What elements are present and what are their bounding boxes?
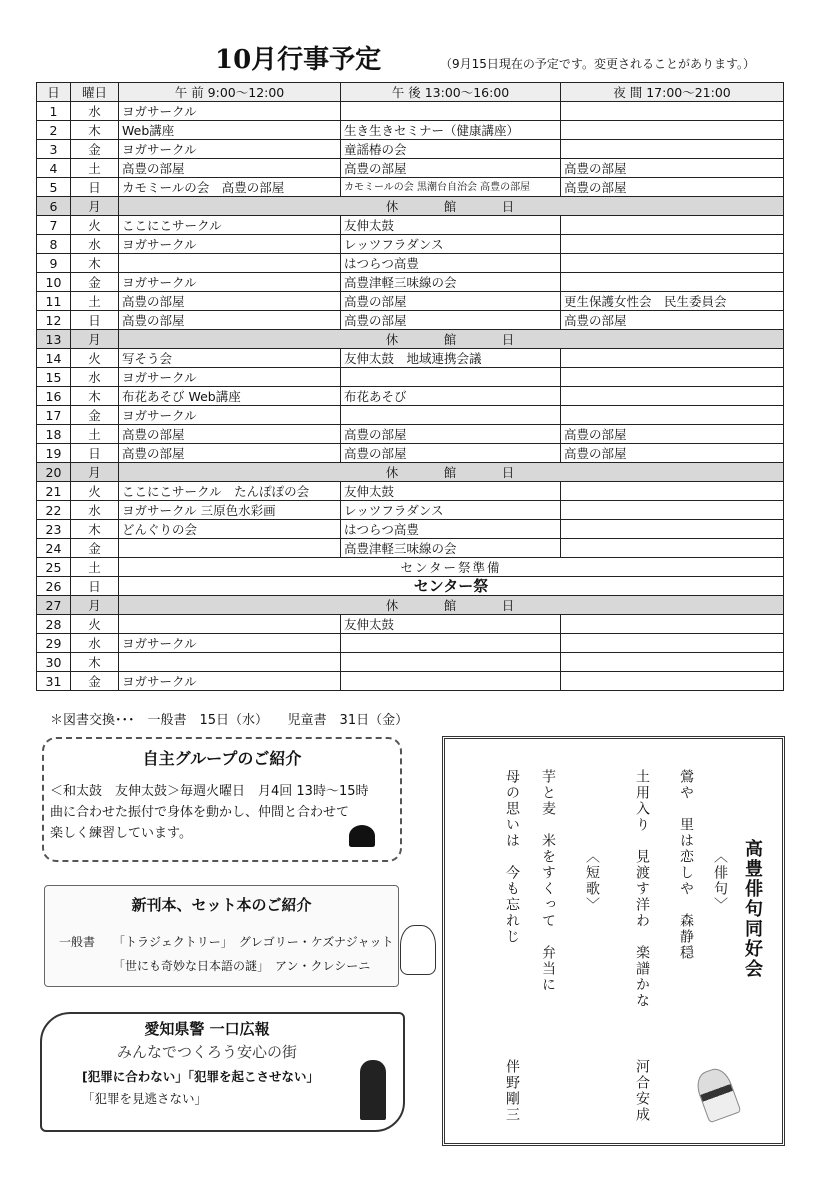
afternoon-cell: 友伸太鼓 地域連携会議 [341, 349, 561, 368]
table-row [37, 387, 784, 406]
day-cell: 18 [37, 425, 71, 444]
piano-illustration [349, 825, 375, 847]
police-line: 「犯罪を見逃さない」 [82, 1091, 208, 1106]
day-cell: 5 [37, 178, 71, 197]
night-cell: 高豊の部屋 [561, 311, 784, 330]
weekday-cell: 月 [71, 463, 119, 482]
afternoon-cell: 高豊津軽三味線の会 [341, 539, 561, 558]
afternoon-cell [341, 406, 561, 425]
morning-cell: ヨガサークル [119, 406, 341, 425]
afternoon-cell: 高豊の部屋 [341, 444, 561, 463]
weekday-cell: 水 [71, 368, 119, 387]
weekday-cell: 木 [71, 520, 119, 539]
table-row [37, 406, 784, 425]
weekday-cell: 日 [71, 178, 119, 197]
weekday-cell: 日 [71, 577, 119, 596]
groups-line: ＜和太鼓 友伸太鼓＞毎週火曜日 月4回 13時～15時 [50, 784, 369, 799]
day-cell: 2 [37, 121, 71, 140]
night-cell [561, 216, 784, 235]
haiku-author: 河合安成 [634, 1059, 650, 1123]
day-cell: 31 [37, 672, 71, 691]
afternoon-cell: 友伸太鼓 [341, 482, 561, 501]
night-cell [561, 387, 784, 406]
weekday-cell: 木 [71, 653, 119, 672]
morning-cell: 高豊の部屋 [119, 159, 341, 178]
table-row [37, 463, 784, 482]
library-exchange-note: ＊図書交換･･･ 一般書 15日（水） 児童書 31日（金） [50, 713, 409, 728]
weekday-cell: 火 [71, 615, 119, 634]
afternoon-cell [341, 102, 561, 121]
table-row [37, 216, 784, 235]
afternoon-cell: 生き生きセミナー（健康講座） [341, 121, 561, 140]
day-cell: 3 [37, 140, 71, 159]
weekday-cell: 木 [71, 387, 119, 406]
afternoon-cell: 高豊の部屋 [341, 292, 561, 311]
books-category: 一般書 [59, 935, 96, 949]
weekday-cell: 月 [71, 197, 119, 216]
groups-section [42, 737, 402, 862]
reading-children-illustration [400, 925, 436, 975]
afternoon-cell: 友伸太鼓 [341, 216, 561, 235]
night-cell: 高豊の部屋 [561, 444, 784, 463]
day-cell: 9 [37, 254, 71, 273]
morning-cell: ヨガサークル [119, 672, 341, 691]
weekday-cell: 火 [71, 216, 119, 235]
table-row [37, 425, 784, 444]
morning-cell [119, 254, 341, 273]
afternoon-cell [341, 634, 561, 653]
day-cell: 30 [37, 653, 71, 672]
table-row [37, 520, 784, 539]
haiku-poem: 土用入り 見渡す洋わ 楽譜かな [634, 769, 650, 1009]
afternoon-cell: レッツフラダンス [341, 235, 561, 254]
night-cell [561, 254, 784, 273]
table-row [37, 634, 784, 653]
table-row [37, 197, 784, 216]
night-cell [561, 634, 784, 653]
tanka-label: 〈短歌〉 [584, 849, 600, 913]
afternoon-cell [341, 368, 561, 387]
books-section [44, 885, 399, 987]
table-row [37, 539, 784, 558]
police-section [40, 1012, 405, 1132]
table-row [37, 254, 784, 273]
morning-cell: ここにこサークル たんぽぽの会 [119, 482, 341, 501]
weekday-cell: 火 [71, 349, 119, 368]
afternoon-cell [341, 672, 561, 691]
table-row [37, 482, 784, 501]
morning-cell: カモミールの会 高豊の部屋 [119, 178, 341, 197]
morning-cell: 高豊の部屋 [119, 444, 341, 463]
morning-cell: ヨガサークル [119, 273, 341, 292]
weekday-cell: 土 [71, 292, 119, 311]
tanka-line: 母の思いは 今も忘れじ [504, 769, 520, 945]
weekday-cell: 火 [71, 482, 119, 501]
table-row [37, 178, 784, 197]
day-cell: 16 [37, 387, 71, 406]
night-cell [561, 140, 784, 159]
night-cell [561, 520, 784, 539]
table-row [37, 501, 784, 520]
tanka-author: 伴野剛三 [504, 1059, 520, 1123]
morning-cell: ここにこサークル [119, 216, 341, 235]
police-subtitle: みんなでつくろう安心の街 [116, 1043, 297, 1061]
morning-cell: ヨガサークル [119, 368, 341, 387]
books-title: 新刊本、セット本のご紹介 [131, 896, 312, 914]
table-row [37, 558, 784, 577]
book-item: 「トラジェクトリー」 グレゴリー・ケズナジャット [113, 935, 394, 949]
day-cell: 12 [37, 311, 71, 330]
day-cell: 28 [37, 615, 71, 634]
weekday-cell: 木 [71, 254, 119, 273]
afternoon-cell: 布花あそび [341, 387, 561, 406]
afternoon-cell: 高豊の部屋 [341, 425, 561, 444]
day-cell: 13 [37, 330, 71, 349]
morning-cell: ヨガサークル 三原色水彩画 [119, 501, 341, 520]
table-row [37, 235, 784, 254]
day-cell: 17 [37, 406, 71, 425]
morning-cell: 高豊の部屋 [119, 311, 341, 330]
police-officer-illustration [360, 1060, 386, 1120]
table-row [37, 102, 784, 121]
morning-cell: ヨガサークル [119, 102, 341, 121]
col-afternoon: 午 後 13:00～16:00 [341, 83, 561, 102]
day-cell: 11 [37, 292, 71, 311]
afternoon-cell: 友伸太鼓 [341, 615, 561, 634]
groups-title: 自主グループのご紹介 [142, 749, 302, 768]
day-cell: 20 [37, 463, 71, 482]
day-cell: 15 [37, 368, 71, 387]
police-title: 愛知県警 一口広報 [144, 1020, 270, 1038]
night-cell: 高豊の部屋 [561, 178, 784, 197]
closed-day-cell: 休 館 日 [119, 463, 784, 482]
book-item: 「世にも奇妙な日本語の謎」 アン・クレシーニ [113, 959, 371, 973]
table-row [37, 672, 784, 691]
weekday-cell: 日 [71, 444, 119, 463]
night-cell [561, 273, 784, 292]
morning-cell: 高豊の部屋 [119, 292, 341, 311]
table-row [37, 292, 784, 311]
weekday-cell: 月 [71, 596, 119, 615]
day-cell: 4 [37, 159, 71, 178]
night-cell [561, 672, 784, 691]
police-line: [犯罪に合わない」「犯罪を起こさせない」 [82, 1069, 319, 1084]
afternoon-cell: カモミールの会 黒潮台自治会 高豊の部屋 [341, 178, 561, 197]
morning-cell [119, 653, 341, 672]
night-cell [561, 102, 784, 121]
night-cell: 高豊の部屋 [561, 159, 784, 178]
weekday-cell: 月 [71, 330, 119, 349]
rice-ball-illustration [692, 1065, 741, 1124]
closed-day-cell: 休 館 日 [119, 596, 784, 615]
night-cell [561, 653, 784, 672]
day-cell: 25 [37, 558, 71, 577]
day-cell: 6 [37, 197, 71, 216]
page-header [0, 44, 825, 78]
table-row [37, 121, 784, 140]
schedule-table [36, 82, 784, 691]
morning-cell: ヨガサークル [119, 235, 341, 254]
weekday-cell: 金 [71, 140, 119, 159]
table-row [37, 653, 784, 672]
afternoon-cell: はつらつ高豊 [341, 254, 561, 273]
day-cell: 8 [37, 235, 71, 254]
morning-cell: ヨガサークル [119, 140, 341, 159]
weekday-cell: 金 [71, 539, 119, 558]
night-cell [561, 235, 784, 254]
haiku-section [442, 736, 785, 1146]
night-cell [561, 121, 784, 140]
table-row [37, 596, 784, 615]
night-cell [561, 368, 784, 387]
weekday-cell: 金 [71, 672, 119, 691]
weekday-cell: 日 [71, 311, 119, 330]
weekday-cell: 水 [71, 102, 119, 121]
haiku-label: 〈俳句〉 [712, 849, 728, 913]
event-span-cell: センター祭 [119, 577, 784, 596]
weekday-cell: 水 [71, 235, 119, 254]
afternoon-cell: 高豊の部屋 [341, 311, 561, 330]
night-cell [561, 482, 784, 501]
groups-line: 楽しく練習しています。 [50, 826, 192, 841]
col-weekday: 曜日 [71, 83, 119, 102]
afternoon-cell: 高豊津軽三味線の会 [341, 273, 561, 292]
morning-cell: 布花あそび Web講座 [119, 387, 341, 406]
closed-day-cell: 休 館 日 [119, 330, 784, 349]
day-cell: 22 [37, 501, 71, 520]
night-cell [561, 349, 784, 368]
tanka-line: 芋と麦 米をすくって 弁当に [540, 769, 556, 993]
night-cell [561, 501, 784, 520]
night-cell [561, 615, 784, 634]
night-cell [561, 406, 784, 425]
table-row [37, 349, 784, 368]
weekday-cell: 土 [71, 159, 119, 178]
table-row [37, 140, 784, 159]
night-cell: 高豊の部屋 [561, 425, 784, 444]
weekday-cell: 土 [71, 425, 119, 444]
day-cell: 14 [37, 349, 71, 368]
day-cell: 1 [37, 102, 71, 121]
table-row [37, 444, 784, 463]
col-day: 日 [37, 83, 71, 102]
col-morning: 午 前 9:00～12:00 [119, 83, 341, 102]
morning-cell: Web講座 [119, 121, 341, 140]
weekday-cell: 水 [71, 634, 119, 653]
table-row [37, 577, 784, 596]
morning-cell: どんぐりの会 [119, 520, 341, 539]
table-row [37, 311, 784, 330]
night-cell [561, 539, 784, 558]
morning-cell: 写そう会 [119, 349, 341, 368]
table-row [37, 273, 784, 292]
day-cell: 10 [37, 273, 71, 292]
afternoon-cell: 高豊の部屋 [341, 159, 561, 178]
table-row [37, 330, 784, 349]
groups-line: 曲に合わせた振付で身体を動かし、仲間と合わせて [50, 805, 350, 820]
weekday-cell: 水 [71, 501, 119, 520]
day-cell: 21 [37, 482, 71, 501]
closed-day-cell: 休 館 日 [119, 197, 784, 216]
day-cell: 23 [37, 520, 71, 539]
day-cell: 24 [37, 539, 71, 558]
col-night: 夜 間 17:00～21:00 [561, 83, 784, 102]
day-cell: 26 [37, 577, 71, 596]
haiku-poem: 鶯や 里は恋しや 森静穏 [678, 769, 694, 961]
weekday-cell: 木 [71, 121, 119, 140]
table-row [37, 368, 784, 387]
weekday-cell: 金 [71, 273, 119, 292]
event-span-cell: センター祭準備 [119, 558, 784, 577]
afternoon-cell: 童謡椿の会 [341, 140, 561, 159]
night-cell: 更生保護女性会 民生委員会 [561, 292, 784, 311]
schedule-note: （9月15日現在の予定です。変更されることがあります。） [440, 57, 755, 71]
page-title: 10月行事予定 [215, 45, 382, 75]
morning-cell [119, 539, 341, 558]
table-row [37, 159, 784, 178]
table-row [37, 615, 784, 634]
afternoon-cell [341, 653, 561, 672]
morning-cell: 高豊の部屋 [119, 425, 341, 444]
haiku-title: 高豊俳句同好会 [742, 839, 763, 979]
afternoon-cell: レッツフラダンス [341, 501, 561, 520]
morning-cell: ヨガサークル [119, 634, 341, 653]
day-cell: 7 [37, 216, 71, 235]
day-cell: 29 [37, 634, 71, 653]
day-cell: 19 [37, 444, 71, 463]
day-cell: 27 [37, 596, 71, 615]
weekday-cell: 土 [71, 558, 119, 577]
morning-cell [119, 615, 341, 634]
afternoon-cell: はつらつ高豊 [341, 520, 561, 539]
weekday-cell: 金 [71, 406, 119, 425]
